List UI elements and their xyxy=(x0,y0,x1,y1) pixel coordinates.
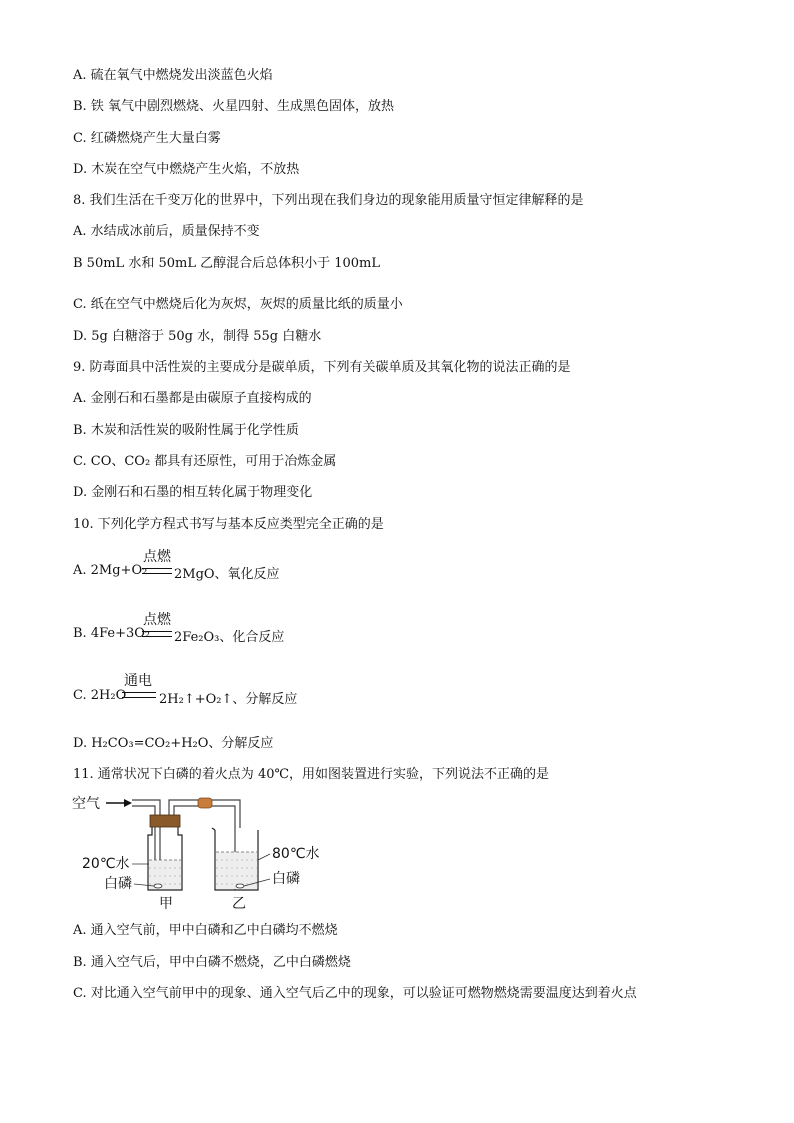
label-jia: 甲 xyxy=(159,896,173,912)
q9-option-a: A. 金刚石和石墨都是由碳原子直接构成的 xyxy=(73,391,312,406)
q9-option-b: B. 木炭和活性炭的吸附性属于化学性质 xyxy=(73,423,299,438)
water-right-label: 80℃水 xyxy=(272,846,320,862)
white-p-left-label: 白磷 xyxy=(104,876,132,892)
equals-sign xyxy=(142,568,172,574)
experiment-apparatus-figure xyxy=(72,790,362,915)
air-arrowhead-icon xyxy=(124,799,132,807)
water-jia xyxy=(149,860,181,889)
water-left-label: 20℃水 xyxy=(82,856,130,872)
white-p-right-label: 白磷 xyxy=(272,871,300,887)
white-phosphorus-jia xyxy=(154,884,162,888)
air-label: 空气 xyxy=(72,796,100,812)
q8-option-b: B 50mL 水和 50mL 乙醇混合后总体积小于 100mL xyxy=(73,256,380,271)
q9-option-c: C. CO、CO₂ 都具有还原性，可用于冶炼金属 xyxy=(73,454,337,469)
q11-stem: 11. 通常状况下白磷的着火点为 40℃，用如图装置进行实验，下列说法不正确的是 xyxy=(73,767,550,782)
condition-label: 点燃 xyxy=(143,549,171,565)
q10-stem: 10. 下列化学方程式书写与基本反应类型完全正确的是 xyxy=(73,517,384,532)
water-yi xyxy=(216,852,257,889)
equals-sign xyxy=(122,692,156,698)
equation-right: 2Fe₂O₃、化合反应 xyxy=(174,630,285,645)
equation-left: B. 4Fe+3O₂ xyxy=(73,626,151,641)
equals-sign xyxy=(142,631,172,637)
q10-option-d: D. H₂CO₃=CO₂+H₂O、分解反应 xyxy=(73,736,274,751)
rubber-connector xyxy=(198,798,212,808)
stopper xyxy=(150,815,180,827)
q8-stem: 8. 我们生活在千变万化的世界中，下列出现在我们身边的现象能用质量守恒定律解释的是 xyxy=(73,193,584,208)
q9-stem: 9. 防毒面具中活性炭的主要成分是碳单质，下列有关碳单质及其氧化物的说法正确的是 xyxy=(73,360,571,375)
equation-right: 2MgO、氧化反应 xyxy=(174,567,280,582)
q11-option-b: B. 通入空气后，甲中白磷不燃烧，乙中白磷燃烧 xyxy=(73,955,351,970)
equation-right: 2H₂↑+O₂↑、分解反应 xyxy=(159,692,298,707)
q11-option-a: A. 通入空气前，甲中白磷和乙中白磷均不燃烧 xyxy=(73,923,338,938)
q8-option-c: C. 纸在空气中燃烧后化为灰烬，灰烬的质量比纸的质量小 xyxy=(73,297,403,312)
q8-option-a: A. 水结成冰前后，质量保持不变 xyxy=(73,224,260,239)
label-yi: 乙 xyxy=(232,896,246,912)
q7-option-a: A. 硫在氧气中燃烧发出淡蓝色火焰 xyxy=(73,68,273,83)
condition-label: 通电 xyxy=(124,673,152,689)
condition-label: 点燃 xyxy=(143,612,171,628)
white-phosphorus-yi xyxy=(236,884,244,888)
q9-option-d: D. 金刚石和石墨的相互转化属于物理变化 xyxy=(73,485,313,500)
equation-left: C. 2H₂O xyxy=(73,688,127,703)
q7-option-c: C. 红磷燃烧产生大量白雾 xyxy=(73,131,221,146)
q7-option-b: B. 铁 氧气中剧烈燃烧、火星四射、生成黑色固体，放热 xyxy=(73,99,394,114)
q8-option-d: D. 5g 白糖溶于 50g 水，制得 55g 白糖水 xyxy=(73,329,322,344)
equation-left: A. 2Mg+O₂ xyxy=(73,563,148,578)
q7-option-d: D. 木炭在空气中燃烧产生火焰，不放热 xyxy=(73,162,300,177)
q11-option-c: C. 对比通入空气前甲中的现象、通入空气后乙中的现象，可以验证可燃物燃烧需要温度达到着火点 xyxy=(73,986,637,1001)
